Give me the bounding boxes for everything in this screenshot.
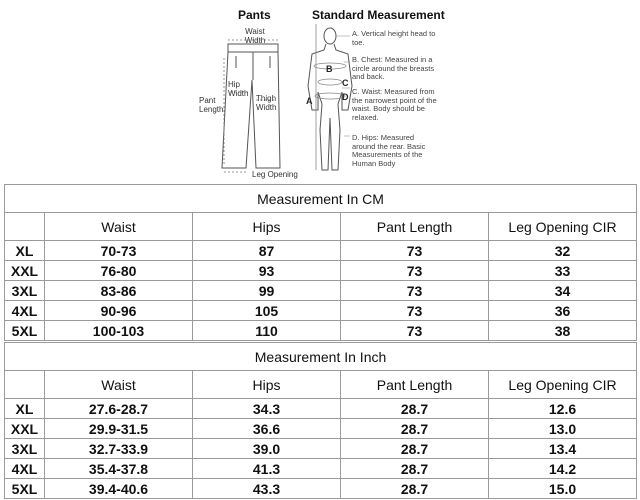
size-table-cm: [4, 184, 637, 341]
size-cell: XL: [5, 399, 45, 419]
thigh-width-label: Thigh Width: [256, 94, 277, 112]
header-row: [5, 213, 637, 241]
size-header-cell: [5, 371, 45, 399]
pant-length-cell: 28.7: [341, 419, 489, 439]
hips-cell: 39.0: [193, 439, 341, 459]
leg-opening-cell: 13.0: [489, 419, 637, 439]
table-row: [5, 399, 637, 419]
note-c: C. Waist: Measured from the narrowest point of the waist. Body should be relaxed.: [352, 87, 437, 122]
hip-width-label: Hip Width: [228, 80, 249, 98]
leg-opening-cell: 38: [489, 321, 637, 341]
hips-cell: 43.3: [193, 479, 341, 499]
waist-cell: 76-80: [45, 261, 193, 281]
pant-length-label: Pant Length: [199, 96, 224, 114]
table-row: [5, 321, 637, 341]
size-cell: 5XL: [5, 321, 45, 341]
size-cell: 5XL: [5, 479, 45, 499]
leg-opening-cell: 33: [489, 261, 637, 281]
leg-opening-cell: 15.0: [489, 479, 637, 499]
note-b: B. Chest: Measured in a circle around the breasts and back.: [352, 55, 435, 82]
waist-cell: 90-96: [45, 301, 193, 321]
pant-length-cell: 73: [341, 281, 489, 301]
table-title: Measurement In CM: [5, 185, 637, 213]
waist-cell: 100-103: [45, 321, 193, 341]
table-row: [5, 439, 637, 459]
waist-cell: 29.9-31.5: [45, 419, 193, 439]
leg-opening-cell: 34: [489, 281, 637, 301]
waist-cell: 35.4-37.8: [45, 459, 193, 479]
pants-title: Pants: [238, 8, 271, 22]
pant-length-cell: 28.7: [341, 459, 489, 479]
head-shape: [324, 28, 336, 44]
header-waist: Waist: [45, 371, 193, 399]
leg-opening-cell: 13.4: [489, 439, 637, 459]
note-d: D. Hips: Measured around the rear. Basic Measurements of the Human Body: [352, 133, 426, 168]
pants-and-body-illustration: [0, 0, 640, 184]
size-cell: 4XL: [5, 459, 45, 479]
table-row: [5, 479, 637, 499]
leg-opening-cell: 36: [489, 301, 637, 321]
waist-cell: 83-86: [45, 281, 193, 301]
letter-a: A: [306, 96, 313, 106]
leg-opening-label: Leg Opening: [252, 170, 298, 179]
table-row: [5, 459, 637, 479]
pant-length-cell: 73: [341, 261, 489, 281]
hips-cell: 34.3: [193, 399, 341, 419]
hips-cell: 99: [193, 281, 341, 301]
hips-cell: 105: [193, 301, 341, 321]
standard-measurement-title: Standard Measurement: [312, 8, 445, 22]
pant-length-cell: 28.7: [341, 479, 489, 499]
pants-waistband: [228, 44, 278, 52]
waist-cell: 27.6-28.7: [45, 399, 193, 419]
letter-d: D: [342, 92, 349, 102]
header-waist: Waist: [45, 213, 193, 241]
header-pant-length: Pant Length: [341, 371, 489, 399]
hips-cell: 36.6: [193, 419, 341, 439]
pant-length-cell: 28.7: [341, 439, 489, 459]
table-row: [5, 261, 637, 281]
hips-cell: 110: [193, 321, 341, 341]
leg-opening-cell: 12.6: [489, 399, 637, 419]
size-header-cell: [5, 213, 45, 241]
pant-length-cell: 73: [341, 301, 489, 321]
table-row: [5, 241, 637, 261]
leg-opening-cell: 32: [489, 241, 637, 261]
table-row: [5, 281, 637, 301]
header-pant-length: Pant Length: [341, 213, 489, 241]
letter-b: B: [326, 64, 333, 74]
hips-cell: 87: [193, 241, 341, 261]
size-cell: XL: [5, 241, 45, 261]
header-leg-opening: Leg Opening CIR: [489, 371, 637, 399]
header-leg-opening: Leg Opening CIR: [489, 213, 637, 241]
waist-width-label: Waist Width: [244, 27, 266, 45]
waist-cell: 32.7-33.9: [45, 439, 193, 459]
header-hips: Hips: [193, 213, 341, 241]
size-cell: XXL: [5, 419, 45, 439]
size-table-inch: [4, 342, 637, 499]
size-cell: 3XL: [5, 439, 45, 459]
size-cell: XXL: [5, 261, 45, 281]
waist-cell: 70-73: [45, 241, 193, 261]
pant-length-cell: 73: [341, 321, 489, 341]
table-title: Measurement In Inch: [5, 343, 637, 371]
table-row: [5, 301, 637, 321]
header-row: [5, 371, 637, 399]
hips-cell: 41.3: [193, 459, 341, 479]
note-a: A. Vertical height head to toe.: [352, 29, 436, 47]
size-cell: 4XL: [5, 301, 45, 321]
letter-c: C: [342, 78, 349, 88]
table-row: [5, 419, 637, 439]
header-hips: Hips: [193, 371, 341, 399]
size-cell: 3XL: [5, 281, 45, 301]
pant-length-cell: 28.7: [341, 399, 489, 419]
leg-opening-cell: 14.2: [489, 459, 637, 479]
pant-length-cell: 73: [341, 241, 489, 261]
waist-cell: 39.4-40.6: [45, 479, 193, 499]
hips-cell: 93: [193, 261, 341, 281]
measurement-diagram: [0, 0, 640, 184]
